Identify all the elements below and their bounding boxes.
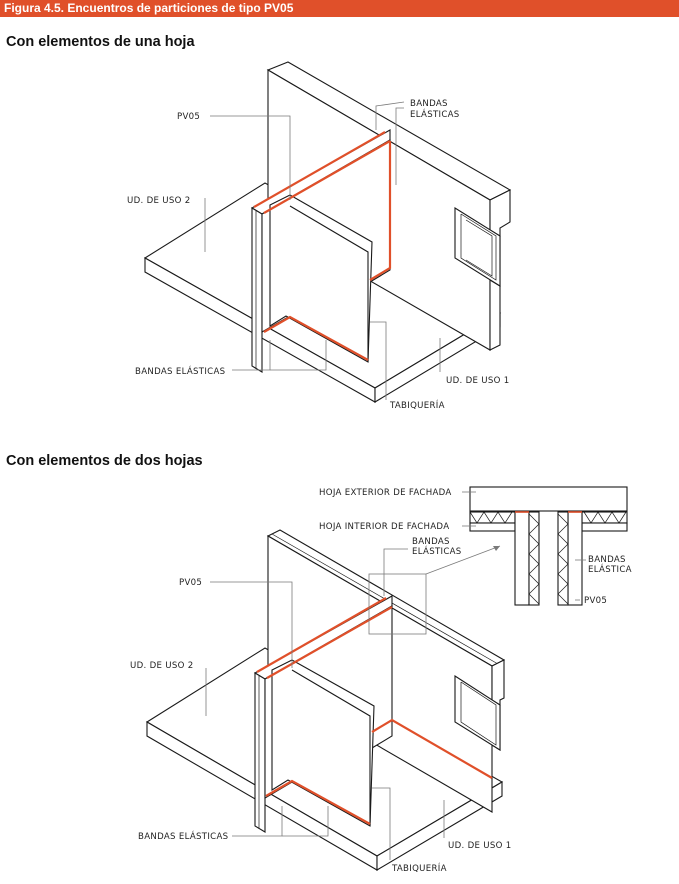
leader-bandas-top-2 [384, 549, 408, 596]
label-ud-uso-1-2: UD. DE USO 1 [448, 841, 512, 851]
label-ud-uso-2: UD. DE USO 2 [127, 196, 191, 206]
label-tabiqueria: TABIQUERÍA [390, 401, 445, 411]
facade-wall-lower-end [490, 280, 500, 350]
detail-inner-leaf-left [470, 523, 515, 531]
label-detail-pv05: PV05 [584, 596, 608, 606]
pv05-end-edge [252, 208, 262, 372]
label-detail-bandas-2: ELÁSTICA [588, 565, 632, 575]
label-ud-uso-1: UD. DE USO 1 [446, 376, 510, 386]
label-ud-uso-2-2: UD. DE USO 2 [130, 661, 194, 671]
label-bandas-top-2-2: ELÁSTICAS [412, 547, 462, 557]
label-hoja-interior: HOJA INTERIOR DE FACHADA [319, 522, 450, 532]
detail-pv05-leaf-right [568, 512, 582, 605]
label-bandas-top-2: ELÁSTICAS [410, 110, 460, 120]
section-one-title: Con elementos de una hoja [6, 34, 195, 50]
label-bandas-top-2-1: BANDAS [412, 537, 450, 547]
label-bandas-bottom-2: BANDAS ELÁSTICAS [138, 832, 229, 842]
label-pv05-2: PV05 [179, 578, 203, 588]
double-leaf-drawing [130, 530, 511, 874]
detail-inner-leaf-right [582, 523, 627, 531]
leader-bandas-bottom-a [232, 340, 270, 370]
facade-wall-end-2 [492, 660, 504, 705]
detail-pv05-leaf-left [515, 512, 529, 605]
single-leaf-drawing [127, 62, 510, 411]
section-two-title: Con elementos de dos hojas [6, 453, 203, 469]
label-bandas-top-1: BANDAS [410, 99, 448, 109]
label-tabiqueria-2: TABIQUERÍA [392, 864, 447, 874]
figure-title: Figura 4.5. Encuentros de particiones de tipo PV05 [4, 1, 294, 15]
label-detail-bandas-1: BANDAS [588, 555, 626, 565]
pv05-end-edge-2 [255, 673, 265, 832]
detail-outer-leaf [470, 487, 627, 511]
label-bandas-bottom: BANDAS ELÁSTICAS [135, 367, 226, 377]
label-hoja-exterior: HOJA EXTERIOR DE FACHADA [319, 488, 452, 498]
label-pv05: PV05 [177, 112, 201, 122]
